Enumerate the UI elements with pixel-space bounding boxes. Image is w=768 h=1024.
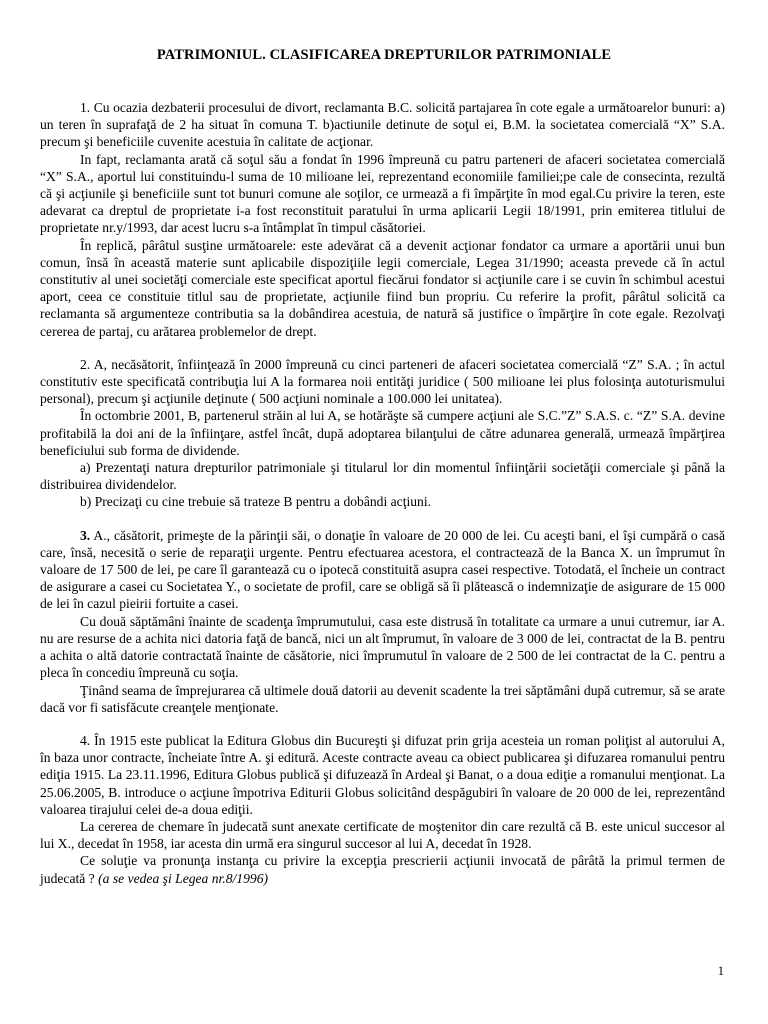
problem-3-paragraph-2: Cu două săptămâni înainte de scadenţa împrumutului, casa este distrusă în totalitate ca urmare a unui cutremur, iar A. nu are resurse de a achita nici datoria faţă de bancă, nici un alt împrumut, în valoare de 3 000 de lei, contractat de la B. pentru a achita o altă datorie contractată înainte de căsătorie, nici împrumutul în valoare de 2 500 de lei contractat de la C. pentru a pleca în concediu împreună cu soţia. [40, 613, 725, 681]
problem-2 [40, 356, 725, 511]
problem-1 [40, 99, 725, 340]
legal-reference: (a se vedea şi Legea nr.8/1996) [98, 870, 269, 886]
problem-4-paragraph-1: 4. În 1915 este publicat la Editura Globus din Bucureşti şi difuzat prin grija acesteia un roman poliţist al autorului A, în baza unor contracte, încheiate între A. şi editură. Aceste contracte aveau ca obiect publicarea şi difuzarea romanului pentru ediţia 1915. La 23.11.1996, Editura Globus publică şi difuzează în Ardeal şi Banat, o a doua ediţie a romanului menţionat. La 25.06.2005, B. introduce o acţiune împotriva Editurii Globus solicitând despăgubiri în valoare de 20 000 de lei, reprezentând valoarea tirajului celei de-a doua ediţii. [40, 732, 725, 817]
problem-4-question: Ce soluţie va pronunţa instanţa cu privire la excepţia prescrierii acţiunii invocată de pârâtă la primul termen de judecată ? [40, 853, 725, 886]
document-body [40, 99, 725, 887]
problem-2-question-b: b) Precizaţi cu cine trebuie să trateze B pentru a dobândi acţiuni. [80, 494, 432, 510]
page-number: 1 [717, 964, 724, 978]
spacer [40, 716, 725, 732]
problem-2-paragraph-2: În octombrie 2001, B, partenerul străin al lui A, se hotărăşte să cumpere acţiuni ale S.C.”Z” S.A.S. c. “Z” S.A. devine profitabilă la doi ani de la înfiinţare, astfel încât, după adoptarea bilanţului de către adunarea generală, urmează împărţirea beneficiului sub forma de dividende. [40, 408, 725, 458]
problem-4-paragraph-3 [40, 852, 725, 886]
page-title: PATRIMONIUL. CLASIFICAREA DREPTURILOR PATRIMONIALE [156, 47, 612, 63]
problem-4 [40, 732, 725, 887]
problem-4-paragraph-2: La cererea de chemare în judecată sunt anexate certificate de moştenitor din care rezultă că B. este unicul succesor al lui X., decedat în 1958, iar acesta din urmă era singurul succesor al lui A, decedat în 1928. [40, 818, 725, 852]
problem-3-paragraph-1 [40, 527, 725, 613]
problem-3-number: 3. [80, 527, 91, 543]
problem-1-paragraph-2: In fapt, reclamanta arată că soţul său a fondat în 1996 împreună cu patru parteneri de afaceri societatea comercială “X” S.A., aportul lui constituindu-l suma de 10 milioane lei, reprezentand economiile familiei;pe cale de consecinta, rezultă că şi acţiunile şi beneficiile sunt tot bunuri comune ale soţilor, ce urmează a fi împărţite în mod egal.Cu privire la teren, este adevarat ca dreptul de proprietate i-a fost reconstituit paratului în urma aplicarii Legii 18/1991, prin emiterea titlului de proprietate nr.y/1993, dar acest lucru s-a întâmplat în timpul căsătoriei. [40, 151, 725, 236]
problem-2-question-a: a) Prezentaţi natura drepturilor patrimoniale şi titularul lor din momentul înfiinţării societăţii comerciale şi până la distribuirea dividendelor. [40, 460, 725, 493]
problem-3-text: A., căsătorit, primeşte de la părinţii săi, o donaţie în valoare de 20 000 de lei. Cu aceşti bani, el îşi cumpără o casă care, însă, necesită o serie de reparaţii urgente. Pentru efectuarea acestora, el contractează de la Banca X. un împrumut în valoare de 17 500 de lei, pe care îl garantează cu o ipotecă constituită asupra casei respective. Totodată, el încheie un contract de asigurare a casei cu Societatea Y., o societate de profil, care se obligă să îi plătească o indemnizaţie de asigurare de 15 000 de lei în cazul pieirii fortuite a casei. [40, 527, 725, 612]
problem-3 [40, 527, 725, 716]
problem-2-paragraph-1: 2. A, necăsătorit, înfiinţează în 2000 împreună cu cinci parteneri de afaceri societatea comercială “Z” S.A. ; în actul constitutiv este specificată contribuţia lui A la formarea noii entităţi juridice ( 500 milioane lei plus folosinţa autoturismului personal), precum şi acţiunile deţinute ( 500 acţiuni nominale a 100.000 lei unitatea). [40, 356, 725, 407]
problem-1-paragraph-3: În replică, pârâtul susţine următoarele: este adevărat că a devenit acţionar fondator ca urmare a aportării unui bun comun, însă în această materie sunt aplicabile dispoziţiile legii comerciale, Legea 31/1990; aceasta prevede că în actul constitutiv al unei societăţi comerciale este specificat aportul fiecărui fondator si acţiunile care i se cuvin în schimbul acestui aport, ceea ce constituie titlul sau de proprietate, acţiunile fiind bun propriu. Cu referire la profit, pârâtul solicită ca reclamanta să argumenteze contributia sa la dobândirea acestuia, de natură să justifice o împărţire în cote egale. Rezolvaţi cererea de partaj, cu arătarea problemelor de drept. [40, 237, 725, 339]
problem-1-paragraph-1: 1. Cu ocazia dezbaterii procesului de divort, reclamanta B.C. solicită partajarea în cote egale a următoarelor bunuri: a) un teren în suprafaţă de 2 ha situat în comuna T. b)actiunile detinute de soţul ei, B.M. la societatea comercială “X” S.A. precum şi beneficiile cuvenite acestuia în calitate de acţionar. [40, 100, 725, 150]
spacer [40, 511, 725, 527]
problem-3-paragraph-3: Ţinând seama de împrejurarea că ultimele două datorii au devenit scadente la trei săptămâni după cutremur, să se arate dacă vor fi satisfăcute creanţele menţionate. [40, 682, 725, 715]
spacer [40, 340, 725, 356]
